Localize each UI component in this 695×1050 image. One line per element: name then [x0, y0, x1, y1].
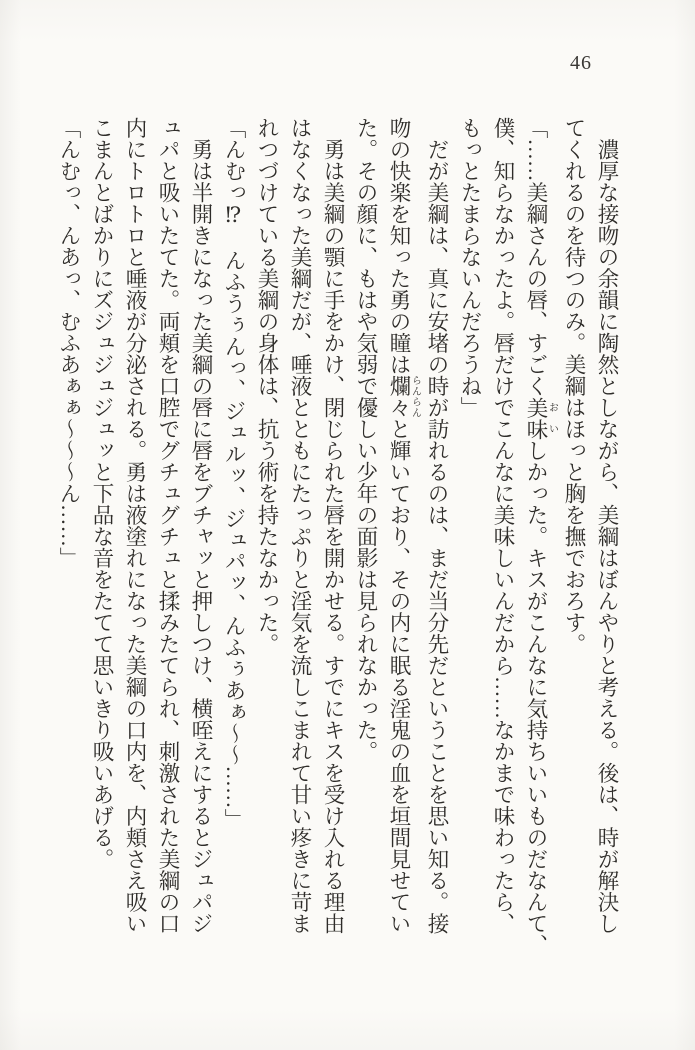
page-text [52, 117, 623, 1022]
text-column: だが美綱は、真に安堵の時が訪れるのは、まだ当分先だということを思い知る。接 [425, 138, 449, 934]
text-column: 「んむっ⁉ んふうぅんっ、ジュルッ、ジュパッ、んふぅあぁ～～……」 [222, 117, 246, 830]
text-column: はなくなった美綱だが、唾液とともにたっぷりと淫気を流しこまれて甘い疼きに苛ま [288, 117, 312, 934]
text-column: こまんとばかりにズジュジュジュッと下品な音をたてて思いきり吸いあげる。 [90, 117, 114, 870]
text-column: 内にトロトロと唾液が分泌される。勇は液塗れになった美綱の口内を、内頬さえ吸い [123, 117, 147, 934]
page-number: 46 [570, 52, 592, 74]
text-column: 吻の快楽を知った勇の瞳は爛々らんらんと輝いており、その内に眠る淫鬼の血を垣間見せてい [387, 117, 421, 934]
text-column: 僕、知らなかったよ。唇だけでこんなに美味しいんだから……なかまで味わったら、 [491, 117, 515, 934]
text-column: 「んむっ、んあっ、むふあぁぁ～～～ん……」 [57, 117, 81, 569]
text-column: もっとたまらないんだろうね」 [458, 117, 482, 418]
ruby-annotated-word: 美味おい [524, 396, 558, 440]
text-column: 勇は半開きになった美綱の唇に唇をブチャッと押しつけ、横咥えにするとジュパジ [189, 138, 213, 934]
text-column: てくれるのを待つのみ。美綱はほっと胸を撫でおろす。 [562, 117, 586, 655]
ruby-annotated-word: 爛々らんらん [387, 375, 421, 418]
text-column: 勇は美綱の顎に手をかけ、閉じられた唇を開かせる。すでにキスを受け入れる理由 [321, 138, 345, 934]
text-column: れつづけている美綱の身体は、抗う術を持たなかった。 [255, 117, 279, 655]
text-column: 濃厚な接吻の余韻に陶然としながら、美綱はぼんやりと考える。後は、時が解決し [595, 138, 619, 934]
text-column: た。その顔に、もはや気弱で優しい少年の面影は見られなかった。 [354, 117, 378, 762]
text-column: 「……美綱さんの唇、すごく美味おいしかった。キスがこんなに気持ちいいものだなんて、 [524, 117, 558, 956]
text-column: ュパと吸いたてた。両頬を口腔でグチュグチュと揉みたてられ、刺激された美綱の口 [156, 117, 180, 934]
